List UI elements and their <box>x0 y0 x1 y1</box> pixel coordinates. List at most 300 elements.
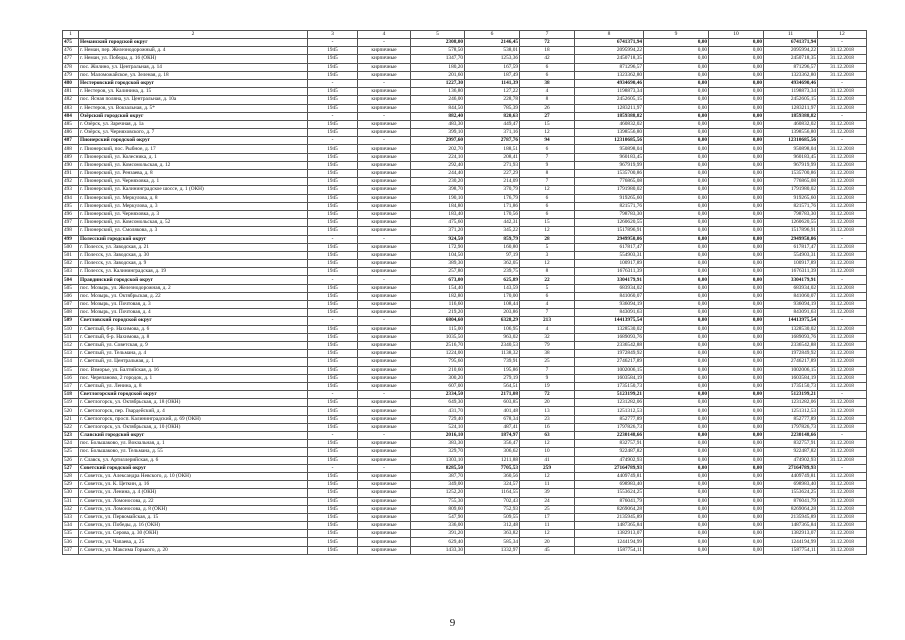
cell-year: 1945 <box>308 546 358 554</box>
cell-deadline: 31.12.2018 <box>818 505 867 513</box>
cell-residents: 12 <box>520 129 575 137</box>
cell-row-number: 519 <box>63 399 79 407</box>
cell-area-total: 2016,10 <box>411 432 465 440</box>
cell-area-living: 188,51 <box>465 145 520 153</box>
cell-funds-1: 0,00 <box>644 243 709 251</box>
cell-address: Светловский городской округ <box>79 317 308 325</box>
cell-funds-2: 0,00 <box>709 153 764 161</box>
table-row <box>63 546 867 554</box>
cell-year: 1945 <box>308 505 358 513</box>
cell-funds-3: 2336542,88 <box>764 341 818 349</box>
cell-row-number: 510 <box>63 325 79 333</box>
cell-area-living: 170,56 <box>465 210 520 218</box>
cell-funds-3: 1283211,97 <box>764 104 818 112</box>
cell-residents: 7 <box>520 178 575 186</box>
cell-residents: 12 <box>520 227 575 235</box>
cell-area-living: 312,48 <box>465 522 520 530</box>
cell-deadline: 31.12.2018 <box>818 120 867 128</box>
cell-address: пос. Ясная поляна, ул. Центральная, д. 10а <box>79 96 308 104</box>
cell-wall-material: кирпичные <box>358 522 411 530</box>
cell-wall-material: кирпичные <box>358 120 411 128</box>
cell-funds-3: 1689093,76 <box>764 333 818 341</box>
cell-address: пос. Черепаново, 2 городок, д. 1 <box>79 374 308 382</box>
cell-row-number: 528 <box>63 472 79 480</box>
cell-funds-2: 0,00 <box>709 513 764 521</box>
cell-address: г. Пионерский, ул. Меркулова, д. 8 <box>79 194 308 202</box>
cell-year: 1945 <box>308 538 358 546</box>
cell-residents: 11 <box>520 481 575 489</box>
cell-deadline: 31.12.2018 <box>818 366 867 374</box>
cell-year: 1945 <box>308 350 358 358</box>
cell-residents: 79 <box>520 341 575 349</box>
cell-funds-3: 1328530,02 <box>764 325 818 333</box>
cell-year: 1945 <box>308 88 358 96</box>
cell-area-total: 924,50 <box>411 235 465 243</box>
cell-cost-total: 27164789,93 <box>575 464 644 472</box>
cell-area-total: 882,40 <box>411 112 465 120</box>
cell-area-living: 449,47 <box>465 120 520 128</box>
cell-cost-total: 919265,60 <box>575 194 644 202</box>
cell-row-number: 498 <box>63 227 79 235</box>
cell-area-total: 116,60 <box>411 301 465 309</box>
column-header-11: 11 <box>764 31 818 39</box>
cell-residents: 63 <box>520 432 575 440</box>
cell-area-total: 387,70 <box>411 472 465 480</box>
cell-area-living: 203,86 <box>465 309 520 317</box>
cell-cost-total: 922487,82 <box>575 448 644 456</box>
cell-funds-3: 1002006,15 <box>764 366 818 374</box>
cell-funds-1: 0,00 <box>644 423 709 431</box>
cell-wall-material: кирпичные <box>358 505 411 513</box>
cell-deadline: 31.12.2018 <box>818 497 867 505</box>
cell-funds-3: 100917,89 <box>764 260 818 268</box>
cell-cost-total: 1244194,99 <box>575 538 644 546</box>
cell-funds-1: 0,00 <box>644 79 709 87</box>
cell-area-living: 678,34 <box>465 415 520 423</box>
cell-area-total: 172,90 <box>411 243 465 251</box>
cell-cost-total: 1676311,39 <box>575 268 644 276</box>
cell-residents: 6 <box>520 210 575 218</box>
cell-row-number: 503 <box>63 268 79 276</box>
cell-deadline: - <box>818 235 867 243</box>
cell-deadline: 31.12.2018 <box>818 71 867 79</box>
cell-deadline: 31.12.2018 <box>818 382 867 390</box>
cell-funds-3: 698983,40 <box>764 481 818 489</box>
cell-area-living: 538,01 <box>465 47 520 55</box>
cell-area-total: 673,00 <box>411 276 465 284</box>
cell-area-total: 2308,00 <box>411 39 465 47</box>
cell-deadline: 31.12.2018 <box>818 96 867 104</box>
cell-area-living: 625,89 <box>465 276 520 284</box>
cell-funds-3: 1553624,25 <box>764 489 818 497</box>
cell-row-number: 523 <box>63 432 79 440</box>
cell-residents: 8 <box>520 170 575 178</box>
cell-funds-1: 0,00 <box>644 63 709 71</box>
cell-area-living: 2171,08 <box>465 391 520 399</box>
cell-area-living: 585,34 <box>465 538 520 546</box>
cell-address: г. Советск, ул. Ломоносова, д. 22 <box>79 497 308 505</box>
cell-address: г. Советск, ул. Победы, д. 16 (ОКН) <box>79 522 308 530</box>
cell-funds-2: 0,00 <box>709 104 764 112</box>
cell-residents: 4 <box>520 301 575 309</box>
cell-funds-1: 0,00 <box>644 440 709 448</box>
cell-address: г. Светлый, ул. Центральная, д. 1 <box>79 358 308 366</box>
cell-area-total: 547,90 <box>411 513 465 521</box>
cell-deadline: 31.12.2018 <box>818 202 867 210</box>
cell-funds-1: 0,00 <box>644 88 709 96</box>
cell-row-number: 525 <box>63 448 79 456</box>
cell-area-living: 7705,53 <box>465 464 520 472</box>
cell-year: 1945 <box>308 399 358 407</box>
cell-area-total: 115,00 <box>411 325 465 333</box>
cell-year: 1945 <box>308 219 358 227</box>
cell-year: 1945 <box>308 170 358 178</box>
cell-cost-total: 832757,91 <box>575 440 644 448</box>
cell-wall-material: кирпичные <box>358 104 411 112</box>
cell-wall-material: кирпичные <box>358 227 411 235</box>
cell-area-living: 702,43 <box>465 497 520 505</box>
cell-funds-3: 12310685,56 <box>764 137 818 145</box>
cell-wall-material: - <box>358 391 411 399</box>
cell-residents: 26 <box>520 104 575 112</box>
cell-year: 1945 <box>308 415 358 423</box>
cell-residents: 94 <box>520 137 575 145</box>
cell-deadline: 31.12.2018 <box>818 309 867 317</box>
cell-deadline: 31.12.2018 <box>818 546 867 554</box>
cell-area-total: 6804,60 <box>411 317 465 325</box>
cell-year: 1945 <box>308 120 358 128</box>
cell-funds-2: 0,00 <box>709 481 764 489</box>
cell-wall-material: кирпичные <box>358 161 411 169</box>
cell-year: 1945 <box>308 260 358 268</box>
cell-area-living: 160,80 <box>465 243 520 251</box>
table-row <box>63 497 867 505</box>
cell-row-number: 509 <box>63 317 79 325</box>
cell-area-total: 349,00 <box>411 481 465 489</box>
cell-cost-total: 617817,47 <box>575 243 644 251</box>
cell-funds-3: 1251312,53 <box>764 407 818 415</box>
cell-address: г. Неман, пер. Железнодорожный, д. 4 <box>79 47 308 55</box>
cell-cost-total: 6741371,94 <box>575 39 644 47</box>
cell-funds-2: 0,00 <box>709 325 764 333</box>
cell-year: 1945 <box>308 71 358 79</box>
cell-funds-1: 0,00 <box>644 301 709 309</box>
cell-address: г. Советск, ул. Александра Невского, д. 10 (ОКН) <box>79 472 308 480</box>
cell-year: - <box>308 464 358 472</box>
cell-year: 1945 <box>308 251 358 259</box>
cell-area-living: 208,41 <box>465 153 520 161</box>
cell-year: 1945 <box>308 374 358 382</box>
cell-address: г. Советск, ул. Ломоносова, д. 8 (ОКН) <box>79 505 308 513</box>
cell-deadline: 31.12.2018 <box>818 210 867 218</box>
table-row <box>63 448 867 456</box>
cell-area-total: 224,10 <box>411 153 465 161</box>
cell-deadline: 31.12.2018 <box>818 513 867 521</box>
cell-wall-material: кирпичные <box>358 71 411 79</box>
cell-funds-1: 0,00 <box>644 96 709 104</box>
cell-row-number: 490 <box>63 161 79 169</box>
cell-wall-material: - <box>358 137 411 145</box>
cell-wall-material: кирпичные <box>358 407 411 415</box>
cell-wall-material: кирпичные <box>358 251 411 259</box>
cell-year: 1945 <box>308 104 358 112</box>
cell-cost-total: 460832,02 <box>575 120 644 128</box>
cell-funds-1: 0,00 <box>644 399 709 407</box>
table-row <box>63 415 867 423</box>
cell-residents: 12 <box>520 530 575 538</box>
cell-area-total: 1227,30 <box>411 79 465 87</box>
cell-funds-3: 1797826,73 <box>764 423 818 431</box>
cell-deadline: 31.12.2018 <box>818 358 867 366</box>
cell-year: 1945 <box>308 382 358 390</box>
cell-funds-1: 0,00 <box>644 112 709 120</box>
cell-funds-3: 832757,91 <box>764 440 818 448</box>
district-total-row <box>63 235 867 243</box>
cell-area-living: 97,19 <box>465 251 520 259</box>
cell-area-living: 1874,97 <box>465 432 520 440</box>
cell-funds-1: 0,00 <box>644 522 709 530</box>
cell-funds-1: 0,00 <box>644 448 709 456</box>
district-total-row <box>63 391 867 399</box>
cell-funds-3: 798783,30 <box>764 210 818 218</box>
cell-row-number: 515 <box>63 366 79 374</box>
cell-cost-total: 474902,93 <box>575 456 644 464</box>
cell-year: 1945 <box>308 243 358 251</box>
cell-area-total: 483,30 <box>411 120 465 128</box>
cell-address: г. Светлый, ул. Тельмана, д. 4 <box>79 350 308 358</box>
cell-year: 1945 <box>308 366 358 374</box>
cell-deadline: - <box>818 137 867 145</box>
cell-cost-total: 2230148,66 <box>575 432 644 440</box>
cell-deadline: 31.12.2018 <box>818 284 867 292</box>
cell-funds-2: 0,00 <box>709 129 764 137</box>
cell-address: г. Светлогорск, пер. Гвардейский, д. 4 <box>79 407 308 415</box>
cell-year: - <box>308 276 358 284</box>
cell-row-number: 511 <box>63 333 79 341</box>
cell-deadline: 31.12.2018 <box>818 153 867 161</box>
cell-deadline: - <box>818 79 867 87</box>
cell-funds-3: 876041,79 <box>764 497 818 505</box>
cell-area-total: 795,60 <box>411 358 465 366</box>
cell-funds-3: 8269064,28 <box>764 505 818 513</box>
cell-funds-2: 0,00 <box>709 423 764 431</box>
table-row <box>63 489 867 497</box>
cell-funds-3: 841060,07 <box>764 292 818 300</box>
cell-funds-3: 2452605,15 <box>764 96 818 104</box>
cell-year: 1945 <box>308 489 358 497</box>
cell-residents: 28 <box>520 235 575 243</box>
cell-funds-1: 0,00 <box>644 350 709 358</box>
table-row <box>63 284 867 292</box>
cell-funds-2: 0,00 <box>709 137 764 145</box>
cell-row-number: 526 <box>63 456 79 464</box>
cell-wall-material: кирпичные <box>358 325 411 333</box>
cell-area-total: 8285,50 <box>411 464 465 472</box>
table-row <box>63 333 867 341</box>
cell-area-total: 649,30 <box>411 399 465 407</box>
cell-cost-total: 5123199,21 <box>575 391 644 399</box>
cell-area-total: 607,00 <box>411 382 465 390</box>
cell-residents: 12 <box>520 440 575 448</box>
cell-wall-material: - <box>358 79 411 87</box>
cell-residents: 72 <box>520 39 575 47</box>
cell-cost-total: 683934,02 <box>575 284 644 292</box>
cell-residents: 7 <box>520 366 575 374</box>
cell-funds-2: 0,00 <box>709 194 764 202</box>
cell-area-living: 360,56 <box>465 472 520 480</box>
cell-funds-1: 0,00 <box>644 153 709 161</box>
cell-cost-total: 1398556,80 <box>575 129 644 137</box>
cell-funds-3: 1603584,19 <box>764 374 818 382</box>
cell-wall-material: кирпичные <box>358 530 411 538</box>
cell-address: г. Полесск, ул. Заводская, д. 30 <box>79 251 308 259</box>
cell-funds-3: 1231282,06 <box>764 399 818 407</box>
cell-area-total: 524,10 <box>411 423 465 431</box>
cell-cost-total: 960183,45 <box>575 153 644 161</box>
cell-funds-3: 871296,57 <box>764 63 818 71</box>
cell-area-total: 244,40 <box>411 170 465 178</box>
table-row <box>63 260 867 268</box>
cell-residents: 22 <box>520 276 575 284</box>
cell-funds-1: 0,00 <box>644 374 709 382</box>
cell-area-living: 401,48 <box>465 407 520 415</box>
cell-cost-total: 1382913,07 <box>575 530 644 538</box>
cell-area-living: 370,79 <box>465 186 520 194</box>
cell-funds-2: 0,00 <box>709 301 764 309</box>
cell-area-living: 227,29 <box>465 170 520 178</box>
cell-area-living: 228,78 <box>465 96 520 104</box>
cell-funds-1: 0,00 <box>644 497 709 505</box>
cell-residents: 24 <box>520 497 575 505</box>
cell-funds-2: 0,00 <box>709 202 764 210</box>
cell-area-living: 108,44 <box>465 301 520 309</box>
cell-wall-material: кирпичные <box>358 399 411 407</box>
cell-wall-material: кирпичные <box>358 481 411 489</box>
cell-address: г. Советск, ул. Серова, д. 30 (ОКН) <box>79 530 308 538</box>
cell-deadline: 31.12.2018 <box>818 415 867 423</box>
cell-funds-1: 0,00 <box>644 481 709 489</box>
cell-address: пос. Мозырь, ул. Октябрьская, д. 22 <box>79 292 308 300</box>
cell-wall-material: кирпичные <box>358 260 411 268</box>
cell-wall-material: кирпичные <box>358 309 411 317</box>
cell-area-total: 184,80 <box>411 202 465 210</box>
column-header-7: 7 <box>520 31 575 39</box>
cell-funds-1: 0,00 <box>644 227 709 235</box>
cell-cost-total: 4934690,46 <box>575 79 644 87</box>
table-row <box>63 472 867 480</box>
cell-funds-3: 1260620,55 <box>764 219 818 227</box>
cell-wall-material: кирпичные <box>358 374 411 382</box>
cell-deadline: - <box>818 112 867 120</box>
cell-year: 1945 <box>308 145 358 153</box>
cell-funds-2: 0,00 <box>709 55 764 63</box>
cell-cost-total: 14413975,54 <box>575 317 644 325</box>
cell-funds-2: 0,00 <box>709 497 764 505</box>
cell-area-living: 487,41 <box>465 423 520 431</box>
cell-funds-3: 1859388,82 <box>764 112 818 120</box>
cell-row-number: 479 <box>63 71 79 79</box>
cell-area-total: 755,30 <box>411 497 465 505</box>
cell-address: г. Пионерский, ул. Рензаева, д. 8 <box>79 170 308 178</box>
cell-deadline: 31.12.2018 <box>818 268 867 276</box>
cell-residents: 42 <box>520 55 575 63</box>
cell-address: Озёрский городской округ <box>79 112 308 120</box>
cell-wall-material: кирпичные <box>358 284 411 292</box>
cell-cost-total: 1251312,53 <box>575 407 644 415</box>
cell-residents: 10 <box>520 448 575 456</box>
cell-funds-1: 0,00 <box>644 456 709 464</box>
cell-area-total: 1035,50 <box>411 333 465 341</box>
cell-wall-material: - <box>358 112 411 120</box>
cell-funds-1: 0,00 <box>644 268 709 276</box>
cell-funds-1: 0,00 <box>644 513 709 521</box>
cell-area-living: 442,31 <box>465 219 520 227</box>
cell-funds-3: 1323362,80 <box>764 71 818 79</box>
cell-area-total: 182,80 <box>411 292 465 300</box>
cell-row-number: 537 <box>63 546 79 554</box>
cell-funds-2: 0,00 <box>709 120 764 128</box>
cell-wall-material: кирпичные <box>358 497 411 505</box>
cell-area-living: 963,02 <box>465 333 520 341</box>
cell-funds-3: 1791980,02 <box>764 186 818 194</box>
cell-address: г. Озёрск, ул. Черняховского, д. 7 <box>79 129 308 137</box>
cell-row-number: 486 <box>63 129 79 137</box>
cell-area-total: 202,70 <box>411 145 465 153</box>
cell-cost-total: 1517896,91 <box>575 227 644 235</box>
cell-funds-2: 0,00 <box>709 505 764 513</box>
table-row <box>63 456 867 464</box>
cell-area-total: 190,10 <box>411 194 465 202</box>
cell-year: - <box>308 79 358 87</box>
cell-year: 1945 <box>308 456 358 464</box>
table-row <box>63 374 867 382</box>
cell-wall-material: кирпичные <box>358 268 411 276</box>
cell-wall-material: кирпичные <box>358 145 411 153</box>
cell-funds-2: 0,00 <box>709 284 764 292</box>
cell-row-number: 532 <box>63 505 79 513</box>
cell-cost-total: 776865,08 <box>575 178 644 186</box>
column-number-header-row <box>63 31 867 39</box>
cell-address: г. Неман, ул. Победы, д. 16 (ОКН) <box>79 55 308 63</box>
cell-year: - <box>308 112 358 120</box>
cell-residents: 17 <box>520 513 575 521</box>
cell-cost-total: 967919,99 <box>575 161 644 169</box>
cell-funds-2: 0,00 <box>709 170 764 178</box>
cell-area-living: 509,55 <box>465 513 520 521</box>
cell-deadline: 31.12.2018 <box>818 129 867 137</box>
cell-row-number: 483 <box>63 104 79 112</box>
cell-row-number: 476 <box>63 47 79 55</box>
cell-cost-total: 1260620,55 <box>575 219 644 227</box>
cell-residents: 7 <box>520 153 575 161</box>
cell-funds-3: 950898,04 <box>764 145 818 153</box>
column-header-1: 1 <box>63 31 79 39</box>
cell-residents: 20 <box>520 538 575 546</box>
cell-area-total: 399,10 <box>411 129 465 137</box>
cell-funds-2: 0,00 <box>709 358 764 366</box>
cell-wall-material: кирпичные <box>358 129 411 137</box>
cell-area-living: 1164,55 <box>465 489 520 497</box>
cell-deadline: 31.12.2018 <box>818 63 867 71</box>
cell-cost-total: 1535700,86 <box>575 170 644 178</box>
cell-residents: 15 <box>520 120 575 128</box>
cell-residents: 213 <box>520 317 575 325</box>
cell-deadline: 31.12.2018 <box>818 301 867 309</box>
cell-deadline: 31.12.2018 <box>818 530 867 538</box>
cell-wall-material: - <box>358 432 411 440</box>
cell-cost-total: 554903,31 <box>575 251 644 259</box>
cell-funds-2: 0,00 <box>709 399 764 407</box>
